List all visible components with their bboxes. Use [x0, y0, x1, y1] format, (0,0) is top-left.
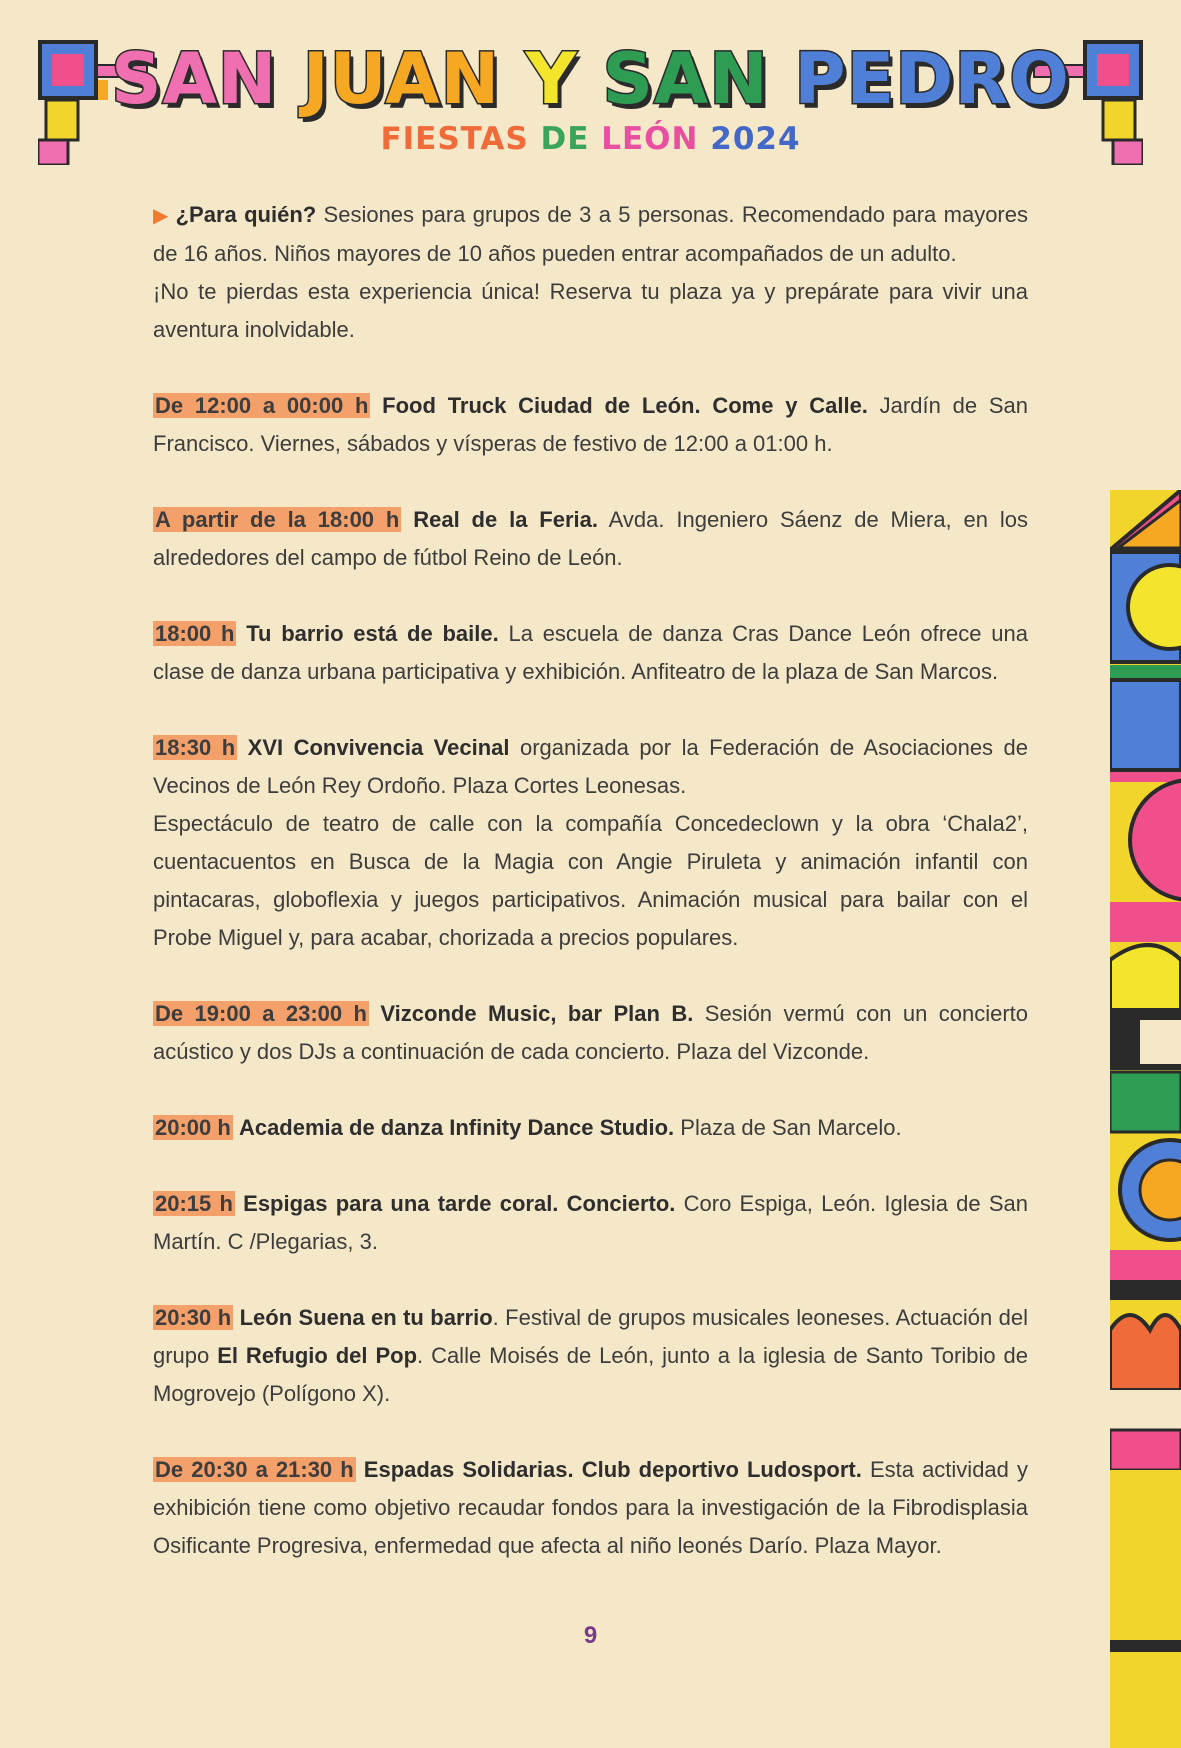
- event-text: Jardín de San Francisco. Viernes, sábados y vísperas de festivo de 12:00 a 01:00 h.: [153, 393, 1028, 456]
- title-part-san: SAN: [111, 38, 303, 120]
- event-text: Coro Espiga, León. Iglesia de San Martín. C /Plegarias, 3.: [153, 1191, 1028, 1254]
- event-text: Avda. Ingeniero Sáenz de Miera, en los alrededores del campo de fútbol Reino de León.: [153, 507, 1028, 570]
- event-time: De 20:30 a 21:30 h: [155, 1457, 354, 1482]
- event-title: León Suena en tu barrio: [239, 1305, 493, 1330]
- event-time: 20:15 h: [155, 1191, 233, 1216]
- event-title: Tu barrio está de baile.: [246, 621, 499, 646]
- event-title: Vizconde Music, bar Plan B.: [380, 1001, 694, 1026]
- right-decorative-strip: [1110, 490, 1181, 1748]
- page-number: 9: [583, 1622, 598, 1649]
- event-time: A partir de la 18:00 h: [155, 507, 400, 532]
- event-time: 18:30 h: [155, 735, 236, 760]
- page-subtitle: [0, 121, 1181, 157]
- event-item: [153, 1109, 1028, 1147]
- event-title: Real de la Feria.: [413, 507, 598, 532]
- arrow-icon: ▶: [153, 205, 170, 227]
- event-text: Sesión vermú con un concierto acústico y dos DJs a continuación de cada concierto. Plaza del Vizconde.: [153, 1001, 1028, 1064]
- event-list: [153, 196, 1028, 1565]
- event-title: Academia de danza Infinity Dance Studio.: [238, 1115, 675, 1140]
- event-item: [153, 501, 1028, 577]
- event-time: 20:00 h: [155, 1115, 231, 1140]
- event-text: organizada por la Federación de Asociaciones de Vecinos de León Rey Ordoño. Plaza Cortes Leonesas.: [153, 735, 1028, 798]
- event-time: De 19:00 a 23:00 h: [155, 1001, 367, 1026]
- event-title: Espigas para una tarde coral. Concierto.: [243, 1191, 676, 1216]
- subtitle-year: 2024: [710, 121, 801, 157]
- event-text: Plaza de San Marcelo.: [674, 1115, 902, 1140]
- subtitle-fiestas: FIESTAS: [380, 121, 541, 157]
- event-item: [153, 1185, 1028, 1261]
- event-item: [153, 1451, 1028, 1565]
- event-title: XVI Convivencia Vecinal: [247, 735, 510, 760]
- event-title: Espadas Solidarias. Club deportivo Ludosport.: [363, 1457, 862, 1482]
- event-text: La escuela de danza Cras Dance León ofrece una clase de danza urbana participativa y exhibición. Anfiteatro de la plaza de San Marcos.: [153, 621, 1028, 684]
- intro-text: Sesiones para grupos de 3 a 5 personas. Recomendado para mayores de 16 años. Niños mayores de 10 años pueden entrar acompañados de un adulto.: [153, 202, 1028, 266]
- event-item: [153, 615, 1028, 691]
- event-extra: Espectáculo de teatro de calle con la compañía Concedeclown y la obra ‘Chala2’, cuentacuentos en Busca de la Magia con Angie Piruleta y animación infantil con pintacaras, globoflexia y juegos participativos. Animación musical para bailar con el Probe Miguel y, para acabar, chorizada a precios populares.: [153, 811, 1028, 950]
- event-time: 18:00 h: [155, 621, 235, 646]
- page-title: [0, 34, 1181, 124]
- event-item: [153, 729, 1028, 805]
- event-title: Food Truck Ciudad de León. Come y Calle.: [382, 393, 868, 418]
- event-time: De 12:00 a 00:00 h: [155, 393, 369, 418]
- title-part-y: Y: [525, 38, 603, 120]
- event-text: . Festival de grupos musicales leoneses. Actuación del grupo: [153, 1305, 1028, 1368]
- subtitle-leon: LEÓN: [601, 121, 711, 157]
- subtitle-de: DE: [540, 121, 602, 157]
- event-time: 20:30 h: [155, 1305, 232, 1330]
- title-part-juan: JUAN: [302, 38, 526, 120]
- event-item: [153, 995, 1028, 1071]
- intro-label: ¿Para quién?: [175, 202, 317, 227]
- intro-paragraph: [153, 196, 1028, 273]
- event-item: [153, 1299, 1028, 1413]
- intro-closing: ¡No te pierdas esta experiencia única! Reserva tu plaza ya y prepárate para vivir una aventura inolvidable.: [153, 279, 1028, 342]
- event-title-secondary: El Refugio del Pop: [217, 1343, 418, 1368]
- event-text: Esta actividad y exhibición tiene como objetivo recaudar fondos para la investigación de la Fibrodisplasia Osificante Progresiva, enfermedad que afecta al niño leonés Darío. Plaza Mayor.: [153, 1457, 1028, 1558]
- title-part-san2: SAN: [602, 38, 795, 120]
- title-part-pedro: PEDRO: [794, 38, 1070, 120]
- event-text-secondary: . Calle Moisés de León, junto a la iglesia de Santo Toribio de Mogrovejo (Polígono X).: [153, 1343, 1028, 1406]
- event-item: [153, 387, 1028, 463]
